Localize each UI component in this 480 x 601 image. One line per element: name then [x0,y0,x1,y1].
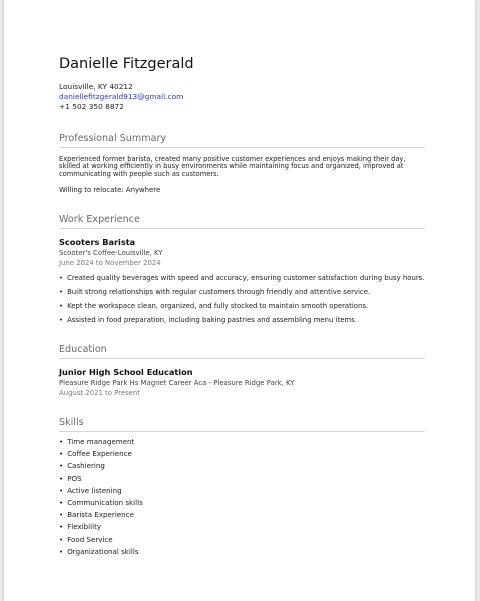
contact-block [59,82,425,113]
phone-text: +1 502 350 8872 [59,102,124,112]
job-company: Scooter's Coffee-Louisville, KY [59,249,163,258]
section-title-summary: Professional Summary [59,133,425,148]
section-title-experience: Work Experience [59,214,425,229]
skill-item: • Organizational skills [59,548,425,556]
education-school: Pleasure Ridge Park Hs Magnet Career Aca - Pleasure Ridge Park, KY [59,379,295,388]
job-bullet: • Assisted in food preparation, including baking pastries and assembling menu items. [59,316,425,324]
skills-list [59,438,425,556]
job-bullets [59,274,425,324]
skill-item: • Cashiering [59,462,425,470]
education-dates: August 2021 to Present [59,389,140,398]
skill-item: • Food Service [59,536,425,544]
education-degree: Junior High School Education [59,367,193,378]
skill-item: • Barista Experience [59,511,425,519]
skill-item: • Time management [59,438,425,446]
skill-item: • Active listening [59,487,425,495]
candidate-name: Danielle Fitzgerald [59,56,194,72]
resume-content [59,56,425,560]
summary-text: Experienced former barista, created many positive customer experiences and enjoys making their day, skilled at working efficiently in busy environments while maintaining focus and organized, improved at communicating with people such as customers. [59,154,406,178]
job-bullet: • Built strong relationships with regular customers through friendly and attentive service. [59,288,425,296]
job-bullet: • Kept the workspace clean, organized, and fully stocked to maintain smooth operations. [59,302,425,310]
email-link[interactable]: daniellefitzgerald913@gmail.com [59,92,184,102]
section-title-skills: Skills [59,417,425,432]
skill-item: • POS [59,475,425,483]
resume-page [4,0,475,601]
skill-item: • Flexibility [59,523,425,531]
location-text: Louisville, KY 40212 [59,82,133,91]
skill-item: • Communication skills [59,499,425,507]
job-bullet: • Created quality beverages with speed and accuracy, ensuring customer satisfaction during busy hours. [59,274,425,282]
relocate-text: Willing to relocate: Anywhere [59,186,161,195]
skill-item: • Coffee Experience [59,450,425,458]
section-title-education: Education [59,344,425,359]
job-title: Scooters Barista [59,237,136,248]
job-dates: June 2024 to November 2024 [59,259,161,268]
